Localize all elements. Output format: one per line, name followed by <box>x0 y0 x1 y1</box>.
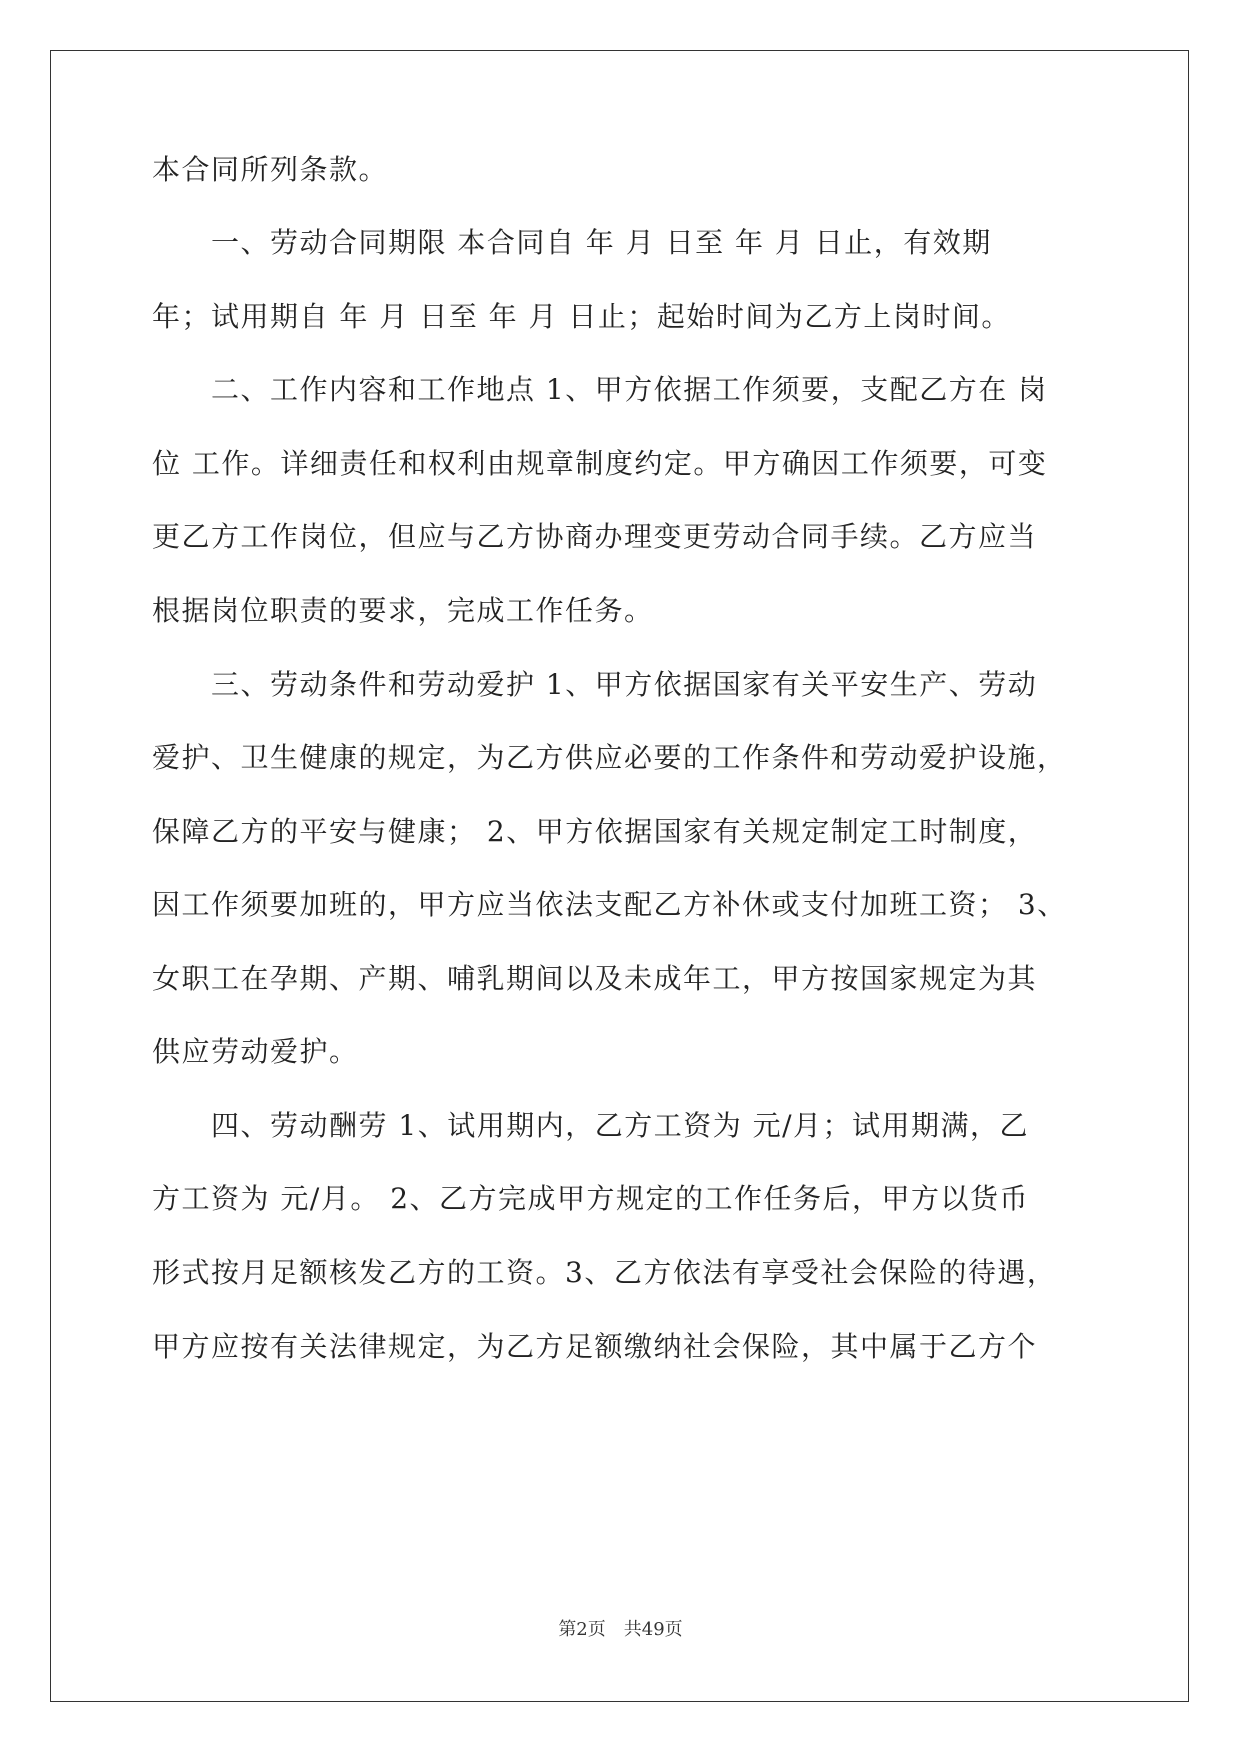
text-line: 因工作须要加班的，甲方应当依法支配乙方补休或支付加班工资； 3、 <box>152 888 1067 921</box>
text-line: 年；试用期自 年 月 日至 年 月 日止；起始时间为乙方上岗时间。 <box>152 300 1011 333</box>
text-line: 本合同所列条款。 <box>152 153 389 186</box>
text-line: 形式按月足额核发乙方的工资。3、乙方依法有享受社会保险的待遇， <box>152 1256 1057 1289</box>
text-line: 位 工作。详细责任和权利由规章制度约定。甲方确因工作须要，可变 <box>152 447 1048 480</box>
text-line: 一、劳动合同期限 本合同自 年 月 日至 年 月 日止，有效期 <box>152 226 992 259</box>
text-line: 四、劳动酬劳 1、试用期内，乙方工资为 元/月；试用期满，乙 <box>152 1109 1030 1142</box>
text-line: 保障乙方的平安与健康； 2、甲方依据国家有关规定制定工时制度， <box>152 815 1038 848</box>
text-line: 二、工作内容和工作地点 1、甲方依据工作须要，支配乙方在 岗 <box>152 373 1048 406</box>
text-line: 女职工在孕期、产期、哺乳期间以及未成年工，甲方按国家规定为其 <box>152 962 1038 995</box>
text-line: 更乙方工作岗位，但应与乙方协商办理变更劳动合同手续。乙方应当 <box>152 520 1038 553</box>
text-line: 根据岗位职责的要求，完成工作任务。 <box>152 594 654 627</box>
text-line: 三、劳动条件和劳动爱护 1、甲方依据国家有关平安生产、劳动 <box>152 668 1038 701</box>
text-line: 爱护、卫生健康的规定，为乙方供应必要的工作条件和劳动爱护设施， <box>152 741 1067 774</box>
page-number-footer: 第2页 共49页 <box>558 1619 683 1640</box>
text-line: 供应劳动爱护。 <box>152 1035 359 1068</box>
text-line: 方工资为 元/月。 2、乙方完成甲方规定的工作任务后，甲方以货币 <box>152 1182 1030 1215</box>
text-line: 甲方应按有关法律规定，为乙方足额缴纳社会保险，其中属于乙方个 <box>152 1330 1038 1363</box>
